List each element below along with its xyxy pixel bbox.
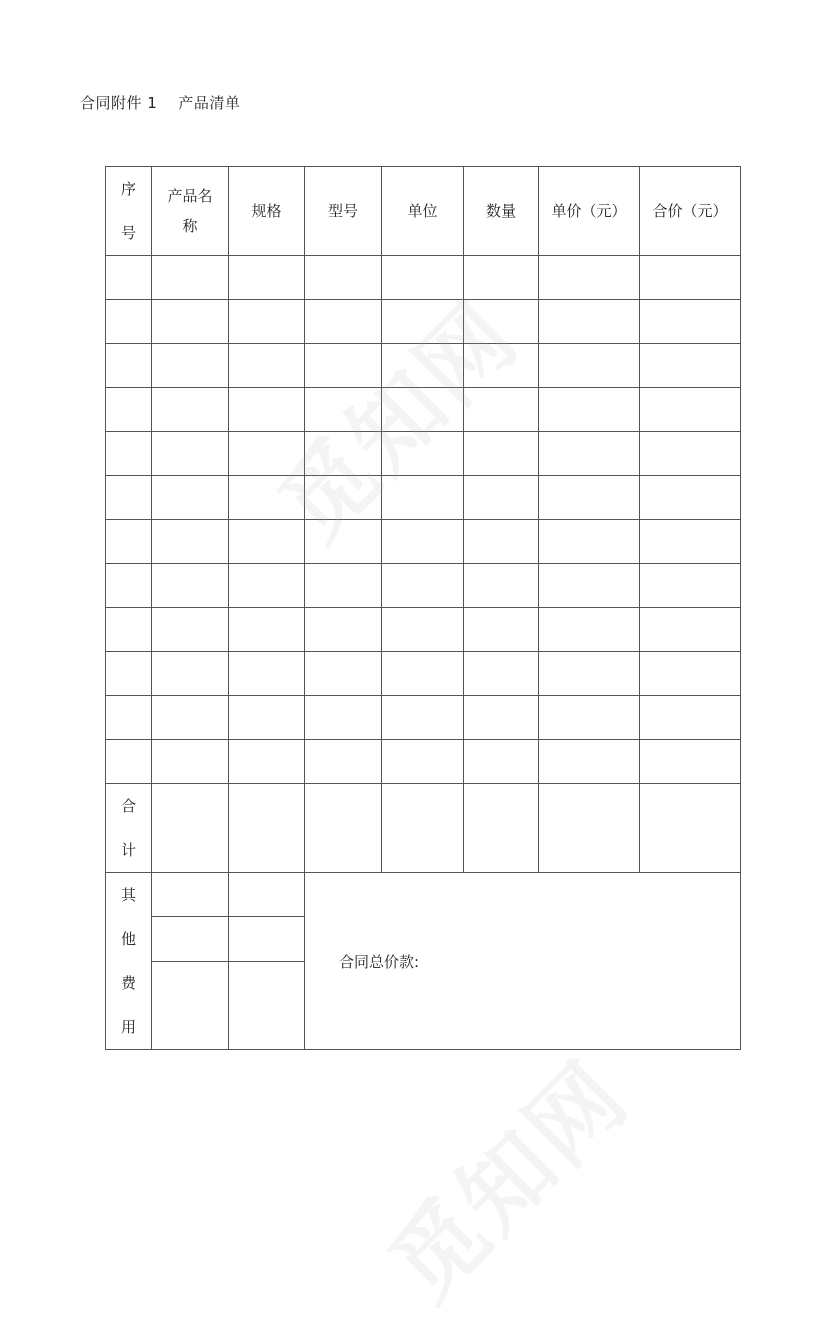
unit-cell[interactable] [382,388,464,432]
other-fee-amount-cell[interactable] [229,873,305,917]
product-list-table [105,166,741,1050]
table-row [106,300,741,344]
unit-price-cell[interactable] [539,300,640,344]
unit-cell[interactable] [382,432,464,476]
other-fee-amount-cell[interactable] [229,917,305,961]
table-row [106,696,741,740]
seq-cell[interactable] [106,300,152,344]
spec-cell[interactable] [229,476,305,520]
other-fee-name-cell[interactable] [152,961,229,1050]
model-cell[interactable] [305,344,382,388]
total-row [106,784,741,873]
spec-cell[interactable] [229,740,305,784]
spec-cell[interactable] [229,696,305,740]
unit-cell[interactable] [382,476,464,520]
unit-cell[interactable] [382,740,464,784]
product-name-cell[interactable] [152,432,229,476]
spec-cell[interactable] [229,564,305,608]
contract-total-cell[interactable] [305,873,741,1050]
header-unit-price: 单价（元） [539,167,640,256]
spec-cell[interactable] [229,432,305,476]
quantity-cell[interactable] [464,740,539,784]
seq-cell[interactable] [106,432,152,476]
total-price-cell[interactable] [640,388,741,432]
watermark: 觅知网 [259,281,539,561]
model-cell[interactable] [305,740,382,784]
total-price-cell[interactable] [640,432,741,476]
unit-price-cell[interactable] [539,740,640,784]
total-price-cell[interactable] [640,740,741,784]
total-price-cell[interactable] [640,300,741,344]
product-name-cell[interactable] [152,388,229,432]
total-unit-cell[interactable] [382,784,464,873]
unit-price-cell[interactable] [539,696,640,740]
total-price-cell[interactable] [640,344,741,388]
header-seq-line2: 号 [120,224,136,242]
model-cell[interactable] [305,652,382,696]
other-fees-label-line1: 其 [120,886,136,904]
quantity-cell[interactable] [464,388,539,432]
unit-price-cell[interactable] [539,520,640,564]
table-row [106,476,741,520]
total-quantity-cell[interactable] [464,784,539,873]
seq-cell[interactable] [106,388,152,432]
spec-cell[interactable] [229,608,305,652]
header-quantity: 数量 [464,167,539,256]
total-label-line2: 计 [120,841,136,859]
quantity-cell[interactable] [464,476,539,520]
other-fees-row [106,873,741,917]
watermark: 觅知网 [369,1041,649,1321]
seq-cell[interactable] [106,344,152,388]
model-cell[interactable] [305,476,382,520]
total-price-cell[interactable] [640,652,741,696]
other-fee-amount-cell[interactable] [229,961,305,1050]
seq-cell[interactable] [106,608,152,652]
model-cell[interactable] [305,256,382,300]
header-unit: 单位 [382,167,464,256]
quantity-cell[interactable] [464,520,539,564]
contract-total-label: 合同总价款: [339,952,420,971]
header-product-name-line1: 产品名 [167,187,213,205]
table-row [106,520,741,564]
product-name-cell[interactable] [152,696,229,740]
seq-cell[interactable] [106,476,152,520]
spec-cell[interactable] [229,388,305,432]
header-total-price: 合价（元） [640,167,741,256]
header-spec: 规格 [229,167,305,256]
total-product-name-cell[interactable] [152,784,229,873]
unit-cell[interactable] [382,652,464,696]
product-name-cell[interactable] [152,256,229,300]
spec-cell[interactable] [229,256,305,300]
spec-cell[interactable] [229,300,305,344]
header-product-name [152,167,229,256]
header-seq [106,167,152,256]
table-row [106,564,741,608]
unit-cell[interactable] [382,256,464,300]
total-price-cell[interactable] [640,564,741,608]
total-label-cell [106,784,152,873]
spec-cell[interactable] [229,344,305,388]
quantity-cell[interactable] [464,432,539,476]
unit-cell[interactable] [382,300,464,344]
quantity-cell[interactable] [464,300,539,344]
other-fees-label-cell [106,873,152,1050]
table-row [106,256,741,300]
other-fees-label-line3: 费 [120,974,136,992]
product-name-cell[interactable] [152,344,229,388]
product-name-cell[interactable] [152,476,229,520]
header-model: 型号 [305,167,382,256]
total-price-cell[interactable] [640,476,741,520]
model-cell[interactable] [305,388,382,432]
total-label-line1: 合 [120,797,136,815]
product-name-cell[interactable] [152,300,229,344]
other-fees-label-line4: 用 [120,1018,136,1036]
total-price-cell[interactable] [640,696,741,740]
unit-price-cell[interactable] [539,476,640,520]
model-cell[interactable] [305,564,382,608]
unit-price-cell[interactable] [539,432,640,476]
unit-cell[interactable] [382,696,464,740]
total-price-cell[interactable] [640,520,741,564]
seq-cell[interactable] [106,696,152,740]
table-row [106,344,741,388]
unit-cell[interactable] [382,608,464,652]
unit-cell[interactable] [382,344,464,388]
header-row [106,167,741,256]
table-row [106,652,741,696]
unit-price-cell[interactable] [539,256,640,300]
unit-price-cell[interactable] [539,564,640,608]
total-model-cell[interactable] [305,784,382,873]
seq-cell[interactable] [106,652,152,696]
model-cell[interactable] [305,432,382,476]
quantity-cell[interactable] [464,344,539,388]
quantity-cell[interactable] [464,652,539,696]
table-row [106,388,741,432]
unit-price-cell[interactable] [539,652,640,696]
unit-cell[interactable] [382,520,464,564]
spec-cell[interactable] [229,652,305,696]
unit-price-cell[interactable] [539,388,640,432]
total-spec-cell[interactable] [229,784,305,873]
product-name-cell[interactable] [152,652,229,696]
unit-cell[interactable] [382,564,464,608]
unit-price-cell[interactable] [539,608,640,652]
quantity-cell[interactable] [464,564,539,608]
table-row [106,608,741,652]
other-fee-name-cell[interactable] [152,917,229,961]
table-row [106,432,741,476]
model-cell[interactable] [305,696,382,740]
total-unit-price-cell[interactable] [539,784,640,873]
unit-price-cell[interactable] [539,344,640,388]
model-cell[interactable] [305,300,382,344]
other-fee-name-cell[interactable] [152,873,229,917]
seq-cell[interactable] [106,564,152,608]
model-cell[interactable] [305,520,382,564]
seq-cell[interactable] [106,256,152,300]
product-name-cell[interactable] [152,608,229,652]
product-name-cell[interactable] [152,564,229,608]
quantity-cell[interactable] [464,256,539,300]
seq-cell[interactable] [106,520,152,564]
total-price-cell[interactable] [640,256,741,300]
model-cell[interactable] [305,608,382,652]
seq-cell[interactable] [106,740,152,784]
table-row [106,740,741,784]
header-seq-line1: 序 [120,180,136,198]
product-name-cell[interactable] [152,740,229,784]
header-product-name-line2: 称 [182,217,198,235]
other-fees-label-line2: 他 [120,930,136,948]
quantity-cell[interactable] [464,608,539,652]
total-total-price-cell[interactable] [640,784,741,873]
total-price-cell[interactable] [640,608,741,652]
spec-cell[interactable] [229,520,305,564]
document-title: 合同附件 1 产品清单 [80,94,241,112]
product-name-cell[interactable] [152,520,229,564]
quantity-cell[interactable] [464,696,539,740]
